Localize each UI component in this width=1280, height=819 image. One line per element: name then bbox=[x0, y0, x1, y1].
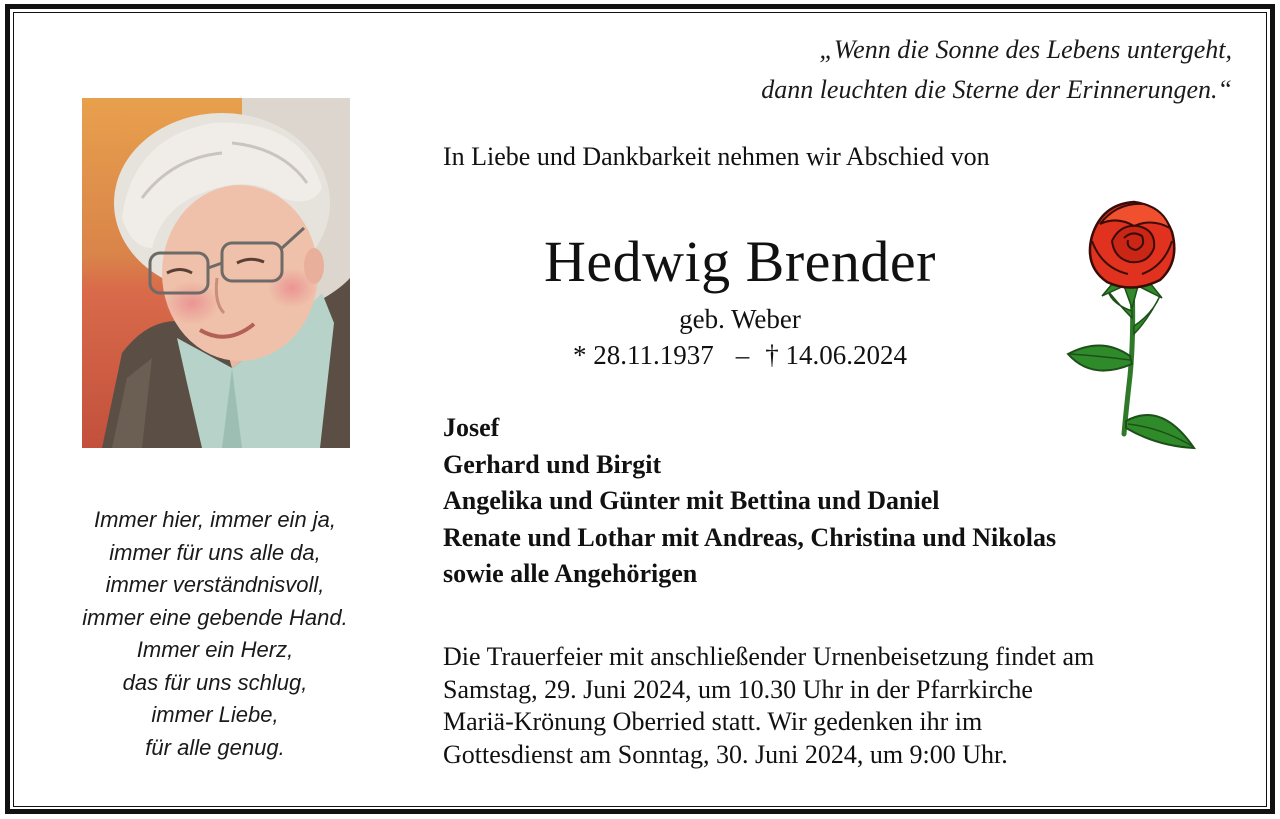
poem-line: Immer ein Herz, bbox=[136, 637, 294, 662]
mourner-line: sowie alle Angehörigen bbox=[443, 559, 698, 588]
mourner-line: Renate und Lothar mit Andreas, Christina und Nikolas bbox=[443, 522, 1057, 552]
mourners-list bbox=[443, 410, 1056, 593]
service-line: Gottesdienst am Sonntag, 30. Juni 2024, um 9:00 Uhr. bbox=[443, 740, 1008, 770]
maiden-name: geb. Weber bbox=[679, 304, 801, 334]
rose-icon bbox=[1062, 196, 1202, 461]
date-separator: – bbox=[735, 340, 750, 370]
epigraph-line: „Wenn die Sonne des Lebens untergeht, bbox=[819, 35, 1232, 64]
poem-line: für alle genug. bbox=[145, 734, 285, 760]
poem-line: Immer hier, immer ein ja, bbox=[93, 507, 337, 532]
birth-date: * 28.11.1937 bbox=[573, 340, 714, 370]
service-line: Mariä-Krönung Oberried statt. Wir gedenken ihr im bbox=[443, 707, 983, 737]
service-details bbox=[443, 641, 1094, 772]
poem-line: immer eine gebende Hand. bbox=[82, 604, 348, 630]
poem-line: immer für uns alle da, bbox=[109, 539, 321, 565]
service-line: Die Trauerfeier mit anschließender Urnenbeisetzung findet am bbox=[443, 642, 1095, 671]
portrait-photo bbox=[82, 98, 350, 448]
life-dates bbox=[340, 340, 1140, 371]
poem-line: immer verständnisvoll, bbox=[105, 572, 325, 597]
death-date: † 14.06.2024 bbox=[765, 340, 907, 370]
epigraph-line: dann leuchten die Sterne der Erinnerungen.“ bbox=[761, 75, 1232, 104]
poem-line: das für uns schlug, bbox=[122, 669, 308, 695]
deceased-name: Hedwig Brender bbox=[544, 229, 936, 294]
service-line: Samstag, 29. Juni 2024, um 10.30 Uhr in der Pfarrkirche bbox=[443, 674, 1033, 704]
intro-text: In Liebe und Dankbarkeit nehmen wir Abschied von bbox=[443, 142, 990, 171]
mourner-line: Josef bbox=[443, 413, 500, 442]
poem bbox=[40, 504, 390, 764]
epigraph-quote bbox=[532, 30, 1232, 110]
mourner-line: Angelika und Günter mit Bettina und Daniel bbox=[443, 486, 940, 515]
mourner-line: Gerhard und Birgit bbox=[443, 449, 662, 479]
poem-line: immer Liebe, bbox=[151, 702, 279, 727]
